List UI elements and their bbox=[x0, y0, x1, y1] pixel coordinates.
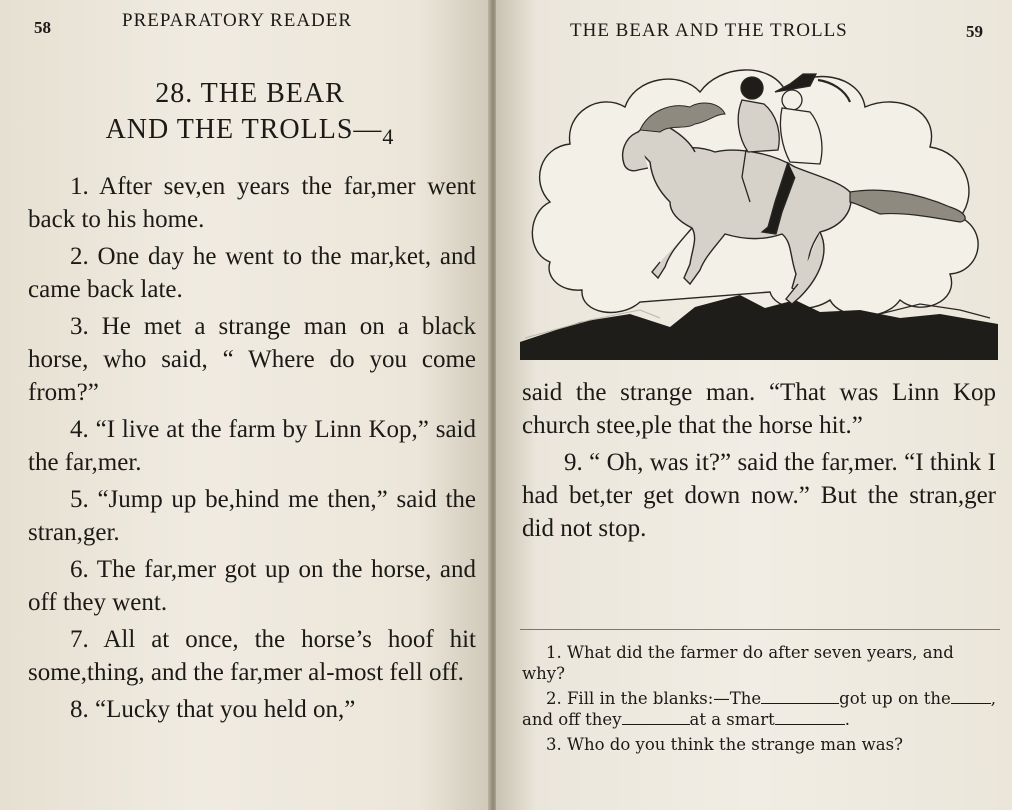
right-running-head: THE BEAR AND THE TROLLS bbox=[570, 20, 848, 41]
right-body-text bbox=[522, 376, 996, 549]
chapter-part-number: 4 bbox=[382, 124, 395, 149]
paragraph-9: 9. “ Oh, was it?” said the far,mer. “I think I had bet,ter get down now.” But the stran,ger did not stop. bbox=[522, 449, 996, 542]
chapter-title-line2 bbox=[40, 112, 460, 155]
fill-blank-2 bbox=[951, 689, 991, 704]
question-2-part-d: at a smart bbox=[689, 710, 775, 729]
paragraph-6: 6. The far,mer got up on the horse, and off they went. bbox=[28, 556, 476, 616]
question-2-part-c: , and off they bbox=[522, 689, 997, 729]
paragraph-1: 1. After sev,en years the far,mer went back to his home. bbox=[28, 173, 476, 233]
fill-blank-4 bbox=[775, 710, 845, 725]
question-2 bbox=[522, 688, 998, 730]
left-body-text bbox=[28, 170, 476, 730]
paragraph-5: 5. “Jump up be,hind me then,” said the stran,ger. bbox=[28, 486, 476, 546]
paragraph-4: 4. “I live at the farm by Linn Kop,” said the far,mer. bbox=[28, 416, 476, 476]
chapter-title-text: AND THE TROLLS— bbox=[105, 114, 383, 145]
paragraph-8: 8. “Lucky that you held on,” bbox=[70, 696, 356, 723]
fill-blank-1 bbox=[761, 689, 839, 704]
paragraph-3: 3. He met a strange man on a black horse, who said, “ Where do you come from?” bbox=[28, 313, 476, 406]
paragraph-7: 7. All at once, the horse’s hoof hit some,thing, and the far,mer al-most fell off. bbox=[28, 626, 476, 686]
paragraph-2: 2. One day he went to the mar,ket, and came back late. bbox=[28, 243, 476, 303]
rider-on-leaping-horse-over-mountains-illustration bbox=[520, 52, 998, 368]
question-2-part-e: . bbox=[844, 710, 851, 729]
fill-blank-3 bbox=[622, 710, 690, 725]
right-page-number: 59 bbox=[966, 22, 983, 41]
question-1: 1. What did the farmer do after seven years, and why? bbox=[522, 643, 954, 683]
question-2-part-b: got up on the bbox=[839, 689, 951, 708]
left-page-number: 58 bbox=[34, 18, 51, 37]
right-page bbox=[496, 0, 1012, 810]
left-running-head: PREPARATORY READER bbox=[122, 10, 353, 31]
left-page bbox=[0, 0, 492, 810]
questions-section bbox=[522, 642, 998, 759]
chapter-title-line1: 28. THE BEAR bbox=[155, 78, 345, 109]
question-2-part-a: 2. Fill in the blanks:—The bbox=[546, 689, 762, 708]
section-divider bbox=[520, 629, 1000, 630]
question-3: 3. Who do you think the strange man was? bbox=[546, 735, 903, 754]
paragraph-8-continued: said the strange man. “That was Linn Kop church stee,ple that the horse hit.” bbox=[522, 379, 996, 439]
